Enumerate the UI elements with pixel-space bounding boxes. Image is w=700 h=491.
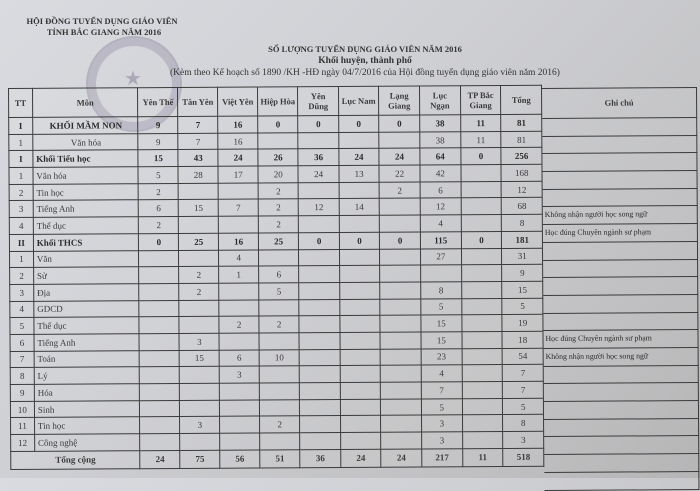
row-total-cell: 5 xyxy=(503,398,544,415)
count-cell xyxy=(340,349,380,366)
count-cell xyxy=(220,416,260,433)
count-cell: 4 xyxy=(420,215,461,232)
count-cell: 7 xyxy=(421,382,462,399)
count-cell xyxy=(180,433,220,450)
count-cell xyxy=(380,382,421,399)
count-cell xyxy=(461,248,502,265)
count-cell xyxy=(259,383,299,400)
count-cell xyxy=(218,216,258,233)
subject-name: Hóa xyxy=(34,384,140,401)
count-cell: 6 xyxy=(259,266,299,283)
count-cell xyxy=(180,383,220,400)
document-title: SỐ LƯỢNG TUYỂN DỤNG GIÁO VIÊN NĂM 2016 xyxy=(268,44,462,54)
count-cell xyxy=(300,416,341,433)
count-cell xyxy=(139,333,179,350)
row-number: 2 xyxy=(9,184,33,201)
count-cell: 2 xyxy=(259,316,299,333)
note-cell: Không nhận người học song ngữ xyxy=(543,206,698,225)
count-cell xyxy=(299,249,340,266)
subject-name: Tiếng Anh xyxy=(34,334,140,351)
count-cell xyxy=(299,349,340,366)
row-number: 11 xyxy=(11,418,35,435)
note-cell xyxy=(544,472,699,491)
subject-name: Thể dục xyxy=(34,317,140,334)
count-cell xyxy=(140,350,180,367)
row-number: I xyxy=(9,151,33,168)
count-cell: 23 xyxy=(421,348,462,365)
count-cell xyxy=(341,432,381,449)
count-cell xyxy=(179,250,219,267)
subject-name: Địa xyxy=(34,284,140,301)
note-cell xyxy=(544,401,699,420)
count-cell xyxy=(140,367,180,384)
count-cell xyxy=(461,198,502,215)
count-cell: 17 xyxy=(218,166,258,183)
row-total-cell: 81 xyxy=(501,131,542,148)
count-cell: 27 xyxy=(421,248,462,265)
count-cell xyxy=(140,400,180,417)
count-cell xyxy=(139,300,179,317)
subject-name: Tin học xyxy=(33,183,139,200)
count-cell: 6 xyxy=(219,350,259,367)
count-cell: 12 xyxy=(299,199,340,216)
count-cell: 10 xyxy=(259,349,299,366)
count-cell xyxy=(218,183,258,200)
count-cell: 2 xyxy=(179,283,219,300)
row-number: 8 xyxy=(10,368,34,385)
count-cell xyxy=(299,266,340,283)
count-cell: 5 xyxy=(138,167,178,184)
count-cell: 7 xyxy=(218,199,258,216)
count-cell: 15 xyxy=(179,350,219,367)
note-cell xyxy=(544,454,699,473)
count-cell xyxy=(220,400,260,417)
count-cell xyxy=(461,298,502,315)
column-header-total: Tổng xyxy=(501,85,542,114)
count-cell: 38 xyxy=(420,115,461,132)
count-cell xyxy=(462,398,503,415)
count-cell: 4 xyxy=(421,365,462,382)
subject-name: Thể dục xyxy=(33,217,139,234)
count-cell xyxy=(421,265,462,282)
row-total-cell: 8 xyxy=(502,214,543,231)
count-cell: 38 xyxy=(420,131,461,148)
row-number: 6 xyxy=(10,334,34,351)
count-cell: 16 xyxy=(219,233,259,250)
grand-total-cell: 518 xyxy=(503,448,544,466)
count-cell xyxy=(462,365,503,382)
grand-total-cell: 217 xyxy=(422,448,463,466)
count-cell: 1 xyxy=(219,266,259,283)
count-cell: 5 xyxy=(421,298,462,315)
note-cell xyxy=(544,419,699,438)
count-cell xyxy=(380,315,421,332)
count-cell xyxy=(462,415,503,432)
column-header-viet-yen: Việt Yên xyxy=(218,87,258,116)
count-cell xyxy=(339,215,379,232)
note-cell xyxy=(544,383,699,402)
count-cell: 15 xyxy=(138,150,178,167)
count-cell: 2 xyxy=(260,416,300,433)
count-cell: 0 xyxy=(298,115,339,132)
count-cell: 0 xyxy=(461,231,502,248)
count-cell: 15 xyxy=(178,200,218,217)
grand-total-cell: 51 xyxy=(260,449,300,467)
count-cell xyxy=(380,299,421,316)
subject-name: Văn hóa xyxy=(33,133,139,150)
row-total-cell: 168 xyxy=(501,164,542,181)
grand-total-row xyxy=(11,448,544,469)
row-total-cell: 7 xyxy=(503,365,544,382)
count-cell xyxy=(339,132,379,149)
count-cell: 15 xyxy=(421,332,462,349)
count-cell xyxy=(380,332,421,349)
subject-name: Tin học xyxy=(34,417,140,434)
count-cell: 24 xyxy=(298,166,339,183)
count-cell xyxy=(340,265,380,282)
count-cell: 6 xyxy=(139,200,179,217)
subject-name: GDCD xyxy=(34,300,140,317)
note-cell xyxy=(543,171,698,190)
column-header-tt: TT xyxy=(9,88,33,117)
count-cell xyxy=(259,249,299,266)
count-cell: 3 xyxy=(422,415,463,432)
row-number: 7 xyxy=(10,351,34,368)
count-cell xyxy=(379,198,420,215)
column-header-subject: Môn xyxy=(32,88,138,118)
count-cell xyxy=(381,415,422,432)
count-cell xyxy=(380,365,421,382)
count-cell xyxy=(461,281,502,298)
count-cell: 64 xyxy=(420,148,461,165)
count-cell xyxy=(461,315,502,332)
row-number: 4 xyxy=(10,301,34,318)
count-cell: 115 xyxy=(420,232,461,249)
count-cell xyxy=(139,267,179,284)
count-cell: 11 xyxy=(460,114,501,131)
subject-name: Công nghệ xyxy=(34,434,140,451)
count-cell: 42 xyxy=(420,165,461,182)
count-cell xyxy=(461,181,502,198)
count-cell: 2 xyxy=(258,216,298,233)
subject-name: Văn xyxy=(33,250,139,267)
count-cell: 28 xyxy=(178,166,218,183)
count-cell xyxy=(220,433,260,450)
row-total-cell: 7 xyxy=(503,381,544,398)
count-cell xyxy=(298,182,339,199)
count-cell xyxy=(139,317,179,334)
count-cell: 5 xyxy=(421,398,462,415)
count-cell: 2 xyxy=(139,217,179,234)
subject-name: Toán xyxy=(34,350,140,367)
count-cell: 3 xyxy=(422,432,463,449)
count-cell xyxy=(340,332,380,349)
count-cell: 0 xyxy=(139,233,179,250)
count-cell: 2 xyxy=(258,199,298,216)
row-number: 9 xyxy=(10,384,34,401)
document-subtitle: Khối huyện, thành phố xyxy=(318,56,412,66)
count-cell: 3 xyxy=(219,366,259,383)
count-cell xyxy=(340,282,380,299)
row-total-cell: 18 xyxy=(502,331,543,348)
count-cell xyxy=(300,382,341,399)
row-number: 3 xyxy=(10,284,34,301)
count-cell xyxy=(299,299,340,316)
count-cell xyxy=(258,132,298,149)
count-cell xyxy=(340,315,380,332)
row-number: II xyxy=(9,234,33,251)
note-cell xyxy=(544,436,699,455)
row-total-cell: 19 xyxy=(502,314,543,331)
note-cell xyxy=(543,295,698,314)
count-cell xyxy=(300,366,341,383)
count-cell xyxy=(179,216,219,233)
row-total-cell: 256 xyxy=(501,148,542,165)
count-cell xyxy=(381,432,422,449)
count-cell: 24 xyxy=(218,149,258,166)
count-cell: 15 xyxy=(421,315,462,332)
note-cell xyxy=(542,136,697,155)
count-cell: 0 xyxy=(258,116,298,133)
count-cell xyxy=(379,215,420,232)
count-cell: 5 xyxy=(259,283,299,300)
authority-line-1: HỘI ĐỒNG TUYỂN DỤNG GIÁO VIÊN xyxy=(26,16,178,26)
count-cell: 0 xyxy=(339,232,379,249)
count-cell: 22 xyxy=(379,165,420,182)
note-cell xyxy=(543,189,698,208)
grand-total-cell: 11 xyxy=(462,448,503,466)
count-cell xyxy=(180,400,220,417)
count-cell xyxy=(380,282,421,299)
row-total-cell: 15 xyxy=(502,281,543,298)
count-cell xyxy=(462,432,503,449)
count-cell xyxy=(259,366,299,383)
document-reference: (Kèm theo Kế hoạch số 1890 /KH -HĐ ngày 04/7/2016 của Hội đồng tuyển dụng giáo viên năm 2016) xyxy=(170,68,560,78)
note-cell: Không nhận người học song ngữ xyxy=(544,348,699,367)
subject-name: Lý xyxy=(34,367,140,384)
count-cell: 2 xyxy=(139,183,179,200)
count-cell xyxy=(299,282,340,299)
column-header-luc-ngan: Lục Ngạn xyxy=(420,86,461,115)
note-cell xyxy=(543,242,698,261)
column-header-notes: Ghi chú xyxy=(542,87,697,119)
column-header-lang-giang: Lạng Giang xyxy=(379,86,420,115)
table-body xyxy=(9,114,544,469)
count-cell: 2 xyxy=(179,266,219,283)
count-cell: 0 xyxy=(460,148,501,165)
column-header-yen-the: Yên Thế xyxy=(138,87,178,116)
count-cell xyxy=(179,300,219,317)
authority-line-2: TỈNH BẮC GIANG NĂM 2016 xyxy=(46,27,162,37)
count-cell xyxy=(339,249,379,266)
count-cell xyxy=(180,367,220,384)
note-cell xyxy=(542,153,697,172)
count-cell xyxy=(461,265,502,282)
count-cell xyxy=(340,366,380,383)
note-cell xyxy=(544,366,699,385)
count-cell: 24 xyxy=(379,148,420,165)
count-cell: 2 xyxy=(219,316,259,333)
count-cell: 43 xyxy=(178,150,218,167)
subject-name: Sinh xyxy=(34,400,140,417)
note-cell: Học đúng Chuyên ngành sư phạm xyxy=(543,330,698,349)
row-number: 10 xyxy=(10,401,34,418)
count-cell: 3 xyxy=(179,333,219,350)
count-cell xyxy=(298,132,339,149)
count-cell: 0 xyxy=(379,115,420,132)
count-cell: 25 xyxy=(179,233,219,250)
row-number: 2 xyxy=(10,268,34,285)
count-cell: 12 xyxy=(420,198,461,215)
count-cell: 8 xyxy=(421,282,462,299)
count-cell xyxy=(140,434,180,451)
column-header-yen-dung: Yên Dũng xyxy=(298,86,339,115)
note-cell: Học đúng Chuyên ngành sư phạm xyxy=(543,224,698,243)
row-total-cell: 181 xyxy=(502,231,543,248)
count-cell: 20 xyxy=(258,166,298,183)
column-header-luc-nam: Lục Nam xyxy=(338,86,378,115)
subject-name: Khối THCS xyxy=(33,234,139,251)
recruitment-table xyxy=(8,85,544,470)
count-cell xyxy=(219,383,259,400)
count-cell xyxy=(260,433,300,450)
count-cell xyxy=(462,348,503,365)
grand-total-cell: 24 xyxy=(341,449,381,467)
count-cell xyxy=(300,399,341,416)
count-cell xyxy=(381,399,422,416)
row-number: 1 xyxy=(9,251,33,268)
count-cell xyxy=(179,316,219,333)
subject-name: Sử xyxy=(33,267,139,284)
count-cell: 6 xyxy=(420,181,461,198)
column-header-tan-yen: Tân Yên xyxy=(178,87,218,116)
count-cell xyxy=(462,331,503,348)
count-cell xyxy=(462,381,503,398)
count-cell xyxy=(340,382,380,399)
note-cell xyxy=(543,260,698,279)
row-number: 12 xyxy=(11,434,35,451)
count-cell xyxy=(379,132,420,149)
count-cell: 0 xyxy=(299,232,340,249)
note-cell xyxy=(543,277,698,296)
count-cell: 0 xyxy=(380,232,421,249)
notes-column xyxy=(542,87,699,491)
count-cell xyxy=(260,399,300,416)
row-total-cell: 5 xyxy=(502,298,543,315)
count-cell xyxy=(380,349,421,366)
count-cell: 24 xyxy=(339,149,379,166)
count-cell xyxy=(139,250,179,267)
note-cell xyxy=(542,118,697,137)
count-cell xyxy=(259,333,299,350)
count-cell xyxy=(178,183,218,200)
grand-total-cell: 24 xyxy=(381,449,422,467)
grand-total-cell: 75 xyxy=(180,450,220,468)
row-number: 4 xyxy=(9,217,33,234)
count-cell: 2 xyxy=(379,182,420,199)
subject-name: Khối Tiểu học xyxy=(33,150,139,167)
count-cell: 16 xyxy=(218,133,258,150)
column-header-hiep-hoa: Hiệp Hòa xyxy=(258,87,298,116)
count-cell xyxy=(299,216,340,233)
count-cell xyxy=(219,283,259,300)
count-cell: 13 xyxy=(339,165,379,182)
count-cell xyxy=(339,182,379,199)
count-cell xyxy=(300,433,341,450)
grand-total-cell: 36 xyxy=(300,449,341,467)
subject-name: Văn hóa xyxy=(33,167,139,184)
count-cell: 9 xyxy=(138,133,178,150)
note-cell xyxy=(543,313,698,332)
count-cell xyxy=(380,248,421,265)
count-cell xyxy=(139,283,179,300)
row-total-cell: 68 xyxy=(502,198,543,215)
subject-name: KHỐI MẦM NON xyxy=(33,117,139,134)
row-total-cell: 54 xyxy=(503,348,544,365)
count-cell xyxy=(340,399,380,416)
count-cell: 7 xyxy=(178,116,218,133)
count-cell xyxy=(259,299,299,316)
count-cell: 36 xyxy=(298,149,339,166)
grand-total-label: Tổng cộng xyxy=(11,450,141,469)
row-number: 1 xyxy=(9,167,33,184)
star-emblem-icon: ★ xyxy=(124,68,142,90)
subject-name: Tiếng Anh xyxy=(33,200,139,217)
document-title-block xyxy=(150,44,580,80)
count-cell: 16 xyxy=(218,116,258,133)
count-cell: 4 xyxy=(219,249,259,266)
count-cell xyxy=(219,300,259,317)
row-total-cell: 31 xyxy=(502,248,543,265)
count-cell xyxy=(140,383,180,400)
count-cell: 25 xyxy=(258,233,298,250)
row-number: I xyxy=(9,117,33,134)
column-header-tp-bac-giang: TP Bắc Giang xyxy=(460,85,501,114)
grand-total-cell: 24 xyxy=(140,450,180,468)
count-cell: 7 xyxy=(178,133,218,150)
count-cell xyxy=(140,417,180,434)
row-number: 5 xyxy=(10,318,34,335)
table-header-row xyxy=(9,85,542,117)
row-total-cell: 9 xyxy=(502,264,543,281)
count-cell: 14 xyxy=(339,199,379,216)
grand-total-cell: 56 xyxy=(220,450,260,468)
row-total-cell: 8 xyxy=(503,415,544,432)
count-cell: 9 xyxy=(138,116,178,133)
row-number: 1 xyxy=(9,134,33,151)
count-cell: 26 xyxy=(258,149,298,166)
count-cell: 0 xyxy=(339,115,379,132)
count-cell: 11 xyxy=(460,131,501,148)
count-cell xyxy=(299,316,340,333)
count-cell: 2 xyxy=(258,182,298,199)
row-total-cell: 81 xyxy=(501,114,542,131)
count-cell xyxy=(461,165,502,182)
count-cell: 3 xyxy=(180,417,220,434)
count-cell xyxy=(219,333,259,350)
count-cell xyxy=(340,416,380,433)
issuing-authority xyxy=(22,16,182,38)
count-cell xyxy=(380,265,421,282)
count-cell xyxy=(299,332,340,349)
count-cell xyxy=(340,299,380,316)
row-number: 3 xyxy=(9,201,33,218)
count-cell xyxy=(461,215,502,232)
row-total-cell: 12 xyxy=(502,181,543,198)
row-total-cell: 3 xyxy=(503,431,544,448)
